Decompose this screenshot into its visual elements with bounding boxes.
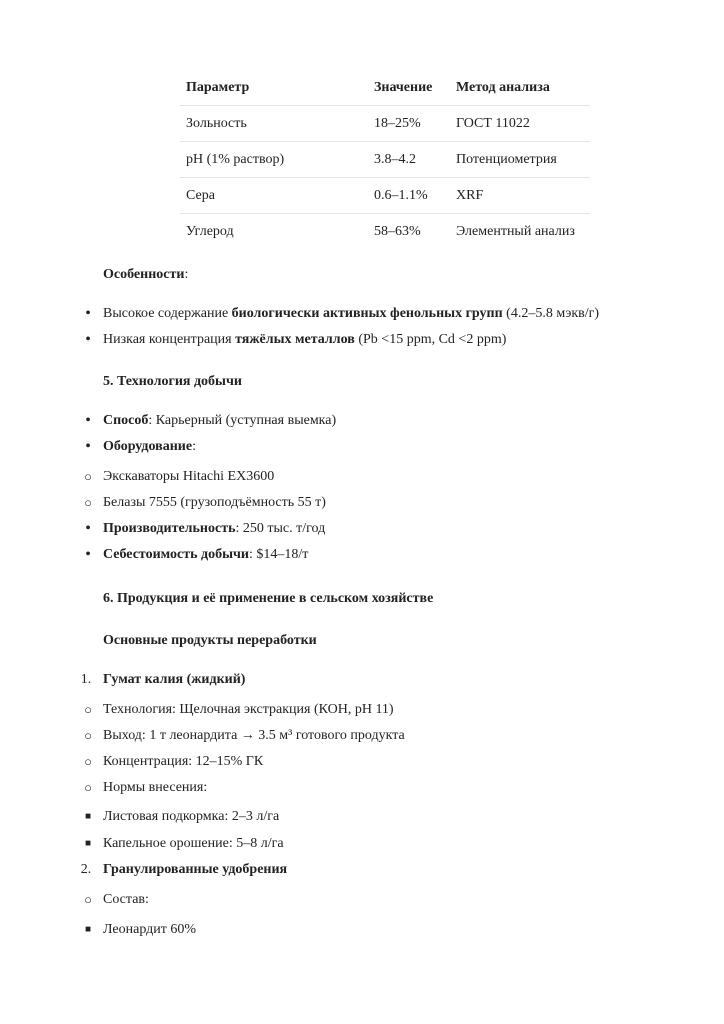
- cell-parameter: pH (1% раствор): [180, 142, 368, 178]
- cell-method: ГОСТ 11022: [450, 106, 590, 142]
- table-header-row: [180, 70, 590, 106]
- list-number: 2.: [80, 862, 92, 877]
- section-6-heading: 6. Продукция и её применение в сельском хозяйстве: [103, 591, 434, 606]
- parameters-table: [180, 70, 590, 249]
- cell-parameter: Сера: [180, 178, 368, 214]
- cell-parameter: Зольность: [180, 106, 368, 142]
- square-bullet-icon: ■: [84, 924, 92, 935]
- list-item: Выход: 1 т леонардита → 3.5 м³ готового продукта: [103, 728, 405, 743]
- circle-bullet-icon: ○: [84, 780, 92, 795]
- header-value: Значение: [368, 70, 450, 106]
- cell-value: 0.6–1.1%: [368, 178, 450, 214]
- list-item: Себестоимость добычи: $14–18/т: [103, 547, 309, 562]
- bullet-icon: •: [85, 546, 91, 563]
- bullet-icon: •: [85, 305, 91, 322]
- section-5-heading: 5. Технология добычи: [103, 374, 242, 389]
- list-item: Производительность: 250 тыс. т/год: [103, 521, 326, 536]
- square-bullet-icon: ■: [84, 838, 92, 849]
- bullet-icon: •: [85, 412, 91, 429]
- table-row: [180, 142, 590, 178]
- list-item: Концентрация: 12–15% ГК: [103, 754, 264, 769]
- circle-bullet-icon: ○: [84, 702, 92, 717]
- list-item: Экскаваторы Hitachi EX3600: [103, 469, 275, 484]
- list-item: Низкая концентрация тяжёлых металлов (Pb <15 ppm, Cd <2 ppm): [103, 332, 507, 347]
- circle-bullet-icon: ○: [84, 892, 92, 907]
- bullet-icon: •: [85, 438, 91, 455]
- square-bullet-icon: ■: [84, 811, 92, 822]
- cell-method: Элементный анализ: [456, 223, 575, 239]
- list-item: Способ: Карьерный (уступная выемка): [103, 413, 337, 428]
- list-item: Технология: Щелочная экстракция (КОН, pH 11): [103, 702, 394, 717]
- list-item: Нормы внесения:: [103, 780, 208, 795]
- header-parameter: Параметр: [180, 70, 368, 106]
- table-row: [180, 214, 590, 250]
- table-row: [180, 106, 590, 142]
- cell-value: 18–25%: [368, 106, 450, 142]
- list-item: Оборудование:: [103, 439, 196, 454]
- list-item: Капельное орошение: 5–8 л/га: [103, 836, 284, 851]
- header-method: Метод анализа: [450, 70, 590, 106]
- circle-bullet-icon: ○: [84, 469, 92, 484]
- product-title: Гранулированные удобрения: [103, 862, 288, 877]
- circle-bullet-icon: ○: [84, 754, 92, 769]
- features-heading: Особенности:: [103, 267, 189, 282]
- cell-parameter: Углерод: [186, 223, 234, 239]
- cell-method: XRF: [450, 178, 590, 214]
- list-item: Леонардит 60%: [103, 922, 197, 937]
- list-item: Белазы 7555 (грузоподъёмность 55 т): [103, 495, 326, 510]
- circle-bullet-icon: ○: [84, 495, 92, 510]
- cell-method: Потенциометрия: [450, 142, 590, 178]
- cell-value: 58–63%: [374, 223, 421, 239]
- products-subheading: Основные продукты переработки: [103, 633, 317, 648]
- list-item: Листовая подкормка: 2–3 л/га: [103, 809, 280, 824]
- table-row: [180, 178, 590, 214]
- list-number: 1.: [80, 672, 92, 687]
- cell-value: 3.8–4.2: [368, 142, 450, 178]
- bullet-icon: •: [85, 520, 91, 537]
- bullet-icon: •: [85, 331, 91, 348]
- list-item: Состав:: [103, 892, 149, 907]
- product-title: Гумат калия (жидкий): [103, 672, 246, 687]
- circle-bullet-icon: ○: [84, 728, 92, 743]
- list-item: Высокое содержание биологически активных фенольных групп (4.2–5.8 мэкв/г): [103, 306, 600, 321]
